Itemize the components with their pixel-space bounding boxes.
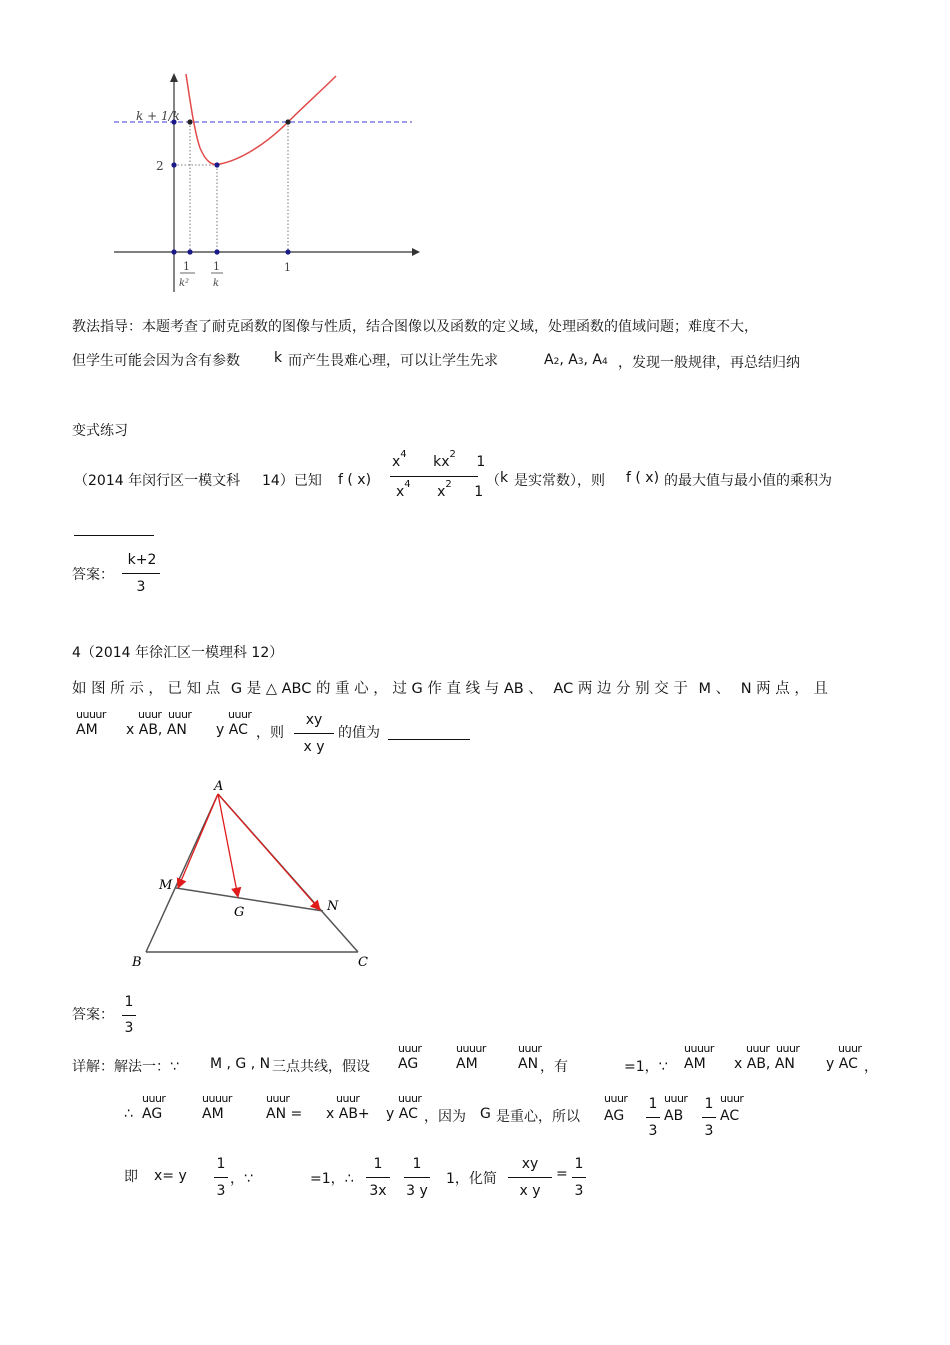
vec-mark: uuur — [228, 708, 252, 721]
detail-AB3: AB — [664, 1108, 684, 1124]
vec-xAB-AN: x AB, AN — [126, 722, 187, 738]
vec-mark: uuuur — [456, 1042, 486, 1055]
vertex-B: B — [132, 955, 142, 970]
detail-AG3: AG — [604, 1108, 625, 1124]
f4-bar — [508, 1177, 552, 1178]
then-text: ，则 — [256, 725, 284, 741]
f1-num: 1 — [216, 1156, 226, 1172]
vec-mark: uuur — [664, 1092, 688, 1105]
third-bar-2 — [702, 1117, 716, 1118]
point — [285, 249, 290, 254]
detail-G: G — [480, 1106, 491, 1122]
problem-statement: 如 图 所 示 ， 已 知 点 G 是 △ ABC 的 重 心 ， 过 G 作 直 线 与 AB 、 AC 两 边 分 别 交 于 M 、 N 两 点 ， 且 — [72, 681, 828, 697]
point — [187, 119, 192, 124]
f2-den: 3x — [369, 1183, 387, 1199]
detail-AN: AN — [518, 1056, 539, 1072]
vec-mark: uuur — [336, 1092, 360, 1105]
vector-AG — [218, 794, 238, 897]
vec-mark: uuuur — [76, 708, 106, 721]
variant-heading: 变式练习 — [72, 423, 128, 439]
guidance-text: 但学生可能会因为含有参数 — [72, 353, 240, 369]
point — [214, 249, 219, 254]
detail-AG: AG — [398, 1056, 419, 1072]
vec-mark: uuur — [168, 708, 192, 721]
variant-k: k — [500, 470, 509, 486]
answer-denominator: 3 — [136, 579, 146, 595]
vector-AN — [218, 794, 320, 910]
detail-eq1: =1，∵ — [624, 1059, 668, 1075]
f2-bar — [366, 1177, 390, 1178]
vec-mark: uuur — [518, 1042, 542, 1055]
variant-source: （2014 年闵行区一模文科 — [74, 473, 241, 489]
detail-ji: 即 — [124, 1169, 138, 1185]
detail-yAC2: y AC — [386, 1106, 418, 1122]
third-num-2: 1 — [704, 1096, 714, 1112]
detail-comma: ， — [864, 1059, 878, 1075]
f2-num: 1 — [373, 1156, 383, 1172]
f4-num: xy — [521, 1156, 539, 1172]
third-num: 1 — [648, 1096, 658, 1112]
guidance-sequence: A2, A3, A4 — [544, 352, 608, 368]
answer-label-2: 答案： — [72, 1007, 114, 1023]
vertex-A: A — [214, 779, 224, 794]
answer2-bar — [122, 1015, 136, 1016]
f1-bar — [214, 1177, 228, 1178]
detail-MGN: M , G , N — [210, 1056, 271, 1072]
vec-mark: uuuur — [684, 1042, 714, 1055]
vec-mark: uuur — [142, 1092, 166, 1105]
fraction-denominator: $x^4$ $x^2$ 1 — [396, 479, 484, 500]
vec-mark: uuur — [746, 1042, 770, 1055]
f3-den: 3 y — [406, 1183, 428, 1199]
answer2-den: 3 — [124, 1020, 134, 1036]
param-k: k — [274, 350, 283, 366]
third-den: 3 — [648, 1123, 658, 1139]
answer-bar — [122, 573, 160, 574]
guidance-text: 而产生畏难心理，可以让学生先求 — [288, 353, 498, 369]
guidance-line-2 — [72, 350, 240, 370]
detail-xAB-AN: x AB, AN — [734, 1056, 795, 1072]
point — [285, 119, 290, 124]
vertex-C: C — [358, 955, 368, 970]
f5-bar — [572, 1177, 586, 1178]
fraction-numerator: $x^4$ $kx^2$ 1 — [392, 449, 486, 470]
guidance-text: ，发现一般规律，再总结归纳 — [618, 355, 800, 371]
detail-AM3: AM — [202, 1106, 224, 1122]
detail-have: ，有 — [540, 1059, 568, 1075]
detail-because-2: ，∵ — [230, 1171, 253, 1187]
vec-yAC: y AC — [216, 722, 248, 738]
f1-den: 3 — [216, 1183, 226, 1199]
point — [214, 162, 219, 167]
x-tick-1-over-k2-den: k² — [179, 278, 190, 289]
fraction-bar — [390, 476, 478, 477]
variant-number: 14）已知 — [262, 473, 322, 489]
y-axis-arrow — [170, 73, 178, 82]
vec-mark: uuur — [398, 1092, 422, 1105]
f3-bar — [404, 1177, 430, 1178]
detail-one-simplify: 1，化简 — [446, 1171, 497, 1187]
x-tick-1: 1 — [284, 261, 291, 274]
variant-tail-open: （ — [486, 473, 500, 489]
vec-AM: AM — [76, 722, 98, 738]
vec-mark: uuur — [266, 1092, 290, 1105]
vec-mark: uuur — [838, 1042, 862, 1055]
y-label-2: 2 — [156, 159, 164, 173]
answer2-num: 1 — [124, 994, 134, 1010]
triangle-figure — [128, 776, 378, 976]
detail-collinear: 三点共线，假设 — [272, 1059, 370, 1075]
variant-fx-2: f ( x) — [626, 470, 660, 486]
detail-AC3: AC — [720, 1108, 740, 1124]
f3-num: 1 — [412, 1156, 422, 1172]
vec-mark: uuur — [776, 1042, 800, 1055]
variant-fx: f ( x) — [338, 472, 372, 488]
detail-because: ，因为 — [424, 1109, 466, 1125]
variant-tail-question: 的最大值与最小值的乘积为 — [664, 473, 832, 489]
x-tick-1-over-k2-num: 1 — [183, 260, 190, 273]
problem-header: 4（2014 年徐汇区一模理科 12） — [72, 645, 284, 661]
detail-AM2: AM — [684, 1056, 706, 1072]
point — [171, 162, 176, 167]
vec-mark: uuuur — [202, 1092, 232, 1105]
answer-blank — [74, 535, 154, 536]
xy-frac-num: xy — [305, 712, 323, 728]
third-den-2: 3 — [704, 1123, 714, 1139]
f4-den: x y — [519, 1183, 541, 1199]
vec-mark: uuur — [138, 708, 162, 721]
detail-label: 详解：解法一：∵ — [72, 1059, 179, 1075]
f5-den: 3 — [574, 1183, 584, 1199]
detail-AG2: AG — [142, 1106, 163, 1122]
detail-centroid: 是重心，所以 — [496, 1109, 580, 1125]
x-tick-1-over-k-den: k — [213, 278, 220, 289]
answer-numerator: k+2 — [127, 552, 157, 568]
guidance-line-1: 教法指导：本题考查了耐克函数的图像与性质，结合图像以及函数的定义域，处理函数的值域问题；难度不大， — [72, 319, 758, 335]
x-tick-1-over-k-num: 1 — [213, 260, 220, 273]
third-bar — [646, 1117, 660, 1118]
therefore-symbol: ∴ — [124, 1106, 133, 1122]
x-axis-arrow — [412, 248, 420, 256]
detail-yAC: y AC — [826, 1056, 858, 1072]
detail-eq2: = — [556, 1166, 568, 1182]
problem-blank — [388, 739, 470, 740]
vec-mark: uuur — [604, 1092, 628, 1105]
point-N: N — [327, 899, 339, 914]
side-AB — [146, 794, 218, 952]
detail-xy: x= y — [154, 1168, 187, 1184]
value-of-text: 的值为 — [338, 725, 380, 741]
xy-frac-den: x y — [303, 739, 325, 755]
answer-label: 答案： — [72, 567, 114, 583]
detail-eq: =1，∴ — [310, 1171, 354, 1187]
point-M: M — [159, 878, 173, 893]
xy-frac-bar — [294, 733, 334, 734]
vec-mark: uuur — [720, 1092, 744, 1105]
line-MN — [176, 888, 323, 911]
detail-AM: AM — [456, 1056, 478, 1072]
y-label-k-plus-1-over-k: k + 1/k — [136, 109, 180, 123]
f5-num: 1 — [574, 1156, 584, 1172]
vector-AM — [178, 794, 218, 888]
detail-xAB: x AB+ — [326, 1106, 370, 1122]
point — [187, 249, 192, 254]
variant-tail: 是实常数），则 — [514, 473, 605, 489]
point — [171, 249, 176, 254]
point-G: G — [234, 905, 245, 920]
detail-AN2: AN = — [266, 1106, 303, 1122]
function-graph — [100, 70, 430, 300]
vec-mark: uuur — [398, 1042, 422, 1055]
function-curve — [186, 74, 336, 164]
